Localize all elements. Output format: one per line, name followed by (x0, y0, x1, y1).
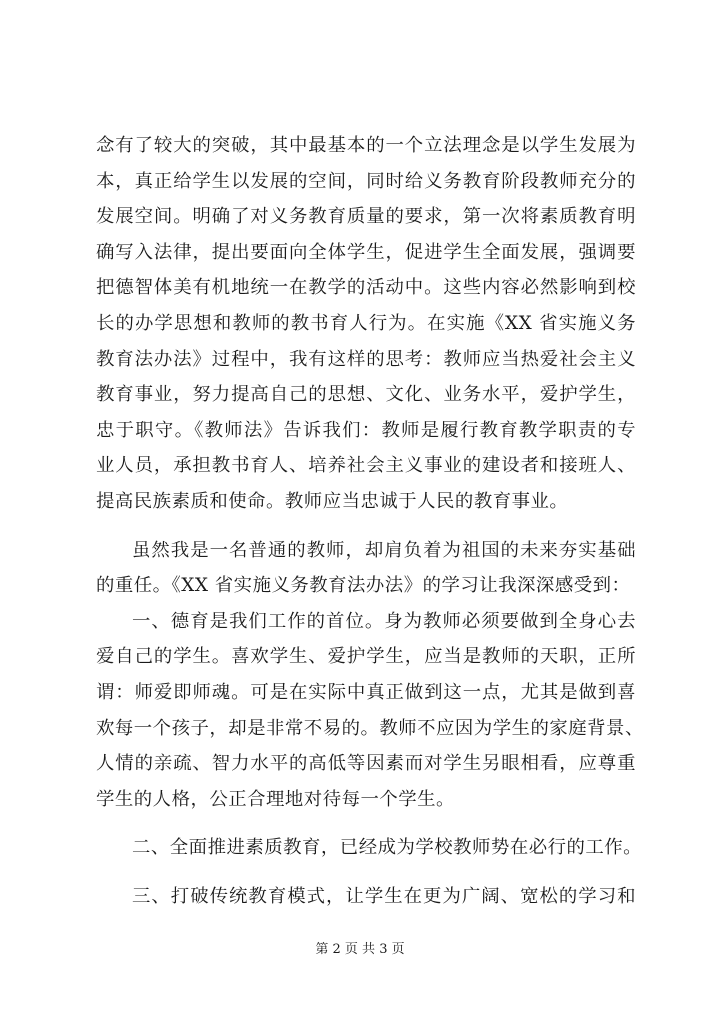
text-line: 谓：师爱即师魂。可是在实际中真正做到这一点，尤其是做到喜 (96, 681, 636, 703)
text-line: 教育事业，努力提高自己的思想、文化、业务水平，爱护学生， (96, 384, 636, 406)
text-line: 学生的人格，公正合理地对待每一个学生。 (96, 788, 455, 810)
text-line: 确写入法律，提出要面向全体学生，促进学生全面发展，强调要 (96, 241, 636, 263)
text-line: 业人员，承担教书育人、培养社会主义事业的建设者和接班人、 (96, 455, 636, 477)
text-line: 教育法办法》过程中，我有这样的思考：教师应当热爱社会主义 (96, 348, 636, 370)
text-line: 提高民族素质和使命。教师应当忠诚于人民的教育事业。 (96, 490, 569, 512)
text-line: 发展空间。明确了对义务教育质量的要求，第一次将素质教育明 (96, 206, 636, 228)
text-line: 爱自己的学生。喜欢学生、爱护学生，应当是教师的天职，正所 (96, 646, 636, 668)
text-line: 三、打破传统教育模式，让学生在更为广阔、宽松的学习和 (132, 885, 636, 907)
text-line: 二、全面推进素质教育，已经成为学校教师势在必行的工作。 (132, 837, 643, 859)
text-line: 把德智体美有机地统一在教学的活动中。这些内容必然影响到校 (96, 277, 636, 299)
text-line: 虽然我是一名普通的教师，却肩负着为祖国的未来夯实基础 (132, 539, 636, 561)
text-line: 欢每一个孩子，却是非常不易的。教师不应因为学生的家庭背景、 (96, 717, 644, 739)
page-number-footer: 第 2 页 共 3 页 (315, 942, 405, 957)
text-line: 人情的亲疏、智力水平的高低等因素而对学生另眼相看，应尊重 (96, 753, 636, 775)
text-line: 念有了较大的突破，其中最基本的一个立法理念是以学生发展为 (96, 135, 636, 156)
text-line: 长的办学思想和教师的教书育人行为。在实施《XX 省实施义务 (96, 312, 636, 334)
text-line: 的重任。《XX 省实施义务教育法办法》的学习让我深深感受到： (96, 575, 631, 597)
text-line: 本，真正给学生以发展的空间，同时给义务教育阶段教师充分的 (96, 170, 636, 192)
text-line: 一、德育是我们工作的首位。身为教师必须要做到全身心去 (132, 610, 636, 632)
document-body (96, 128, 644, 914)
text-line: 忠于职守。《教师法》告诉我们：教师是履行教育教学职责的专 (96, 419, 636, 441)
